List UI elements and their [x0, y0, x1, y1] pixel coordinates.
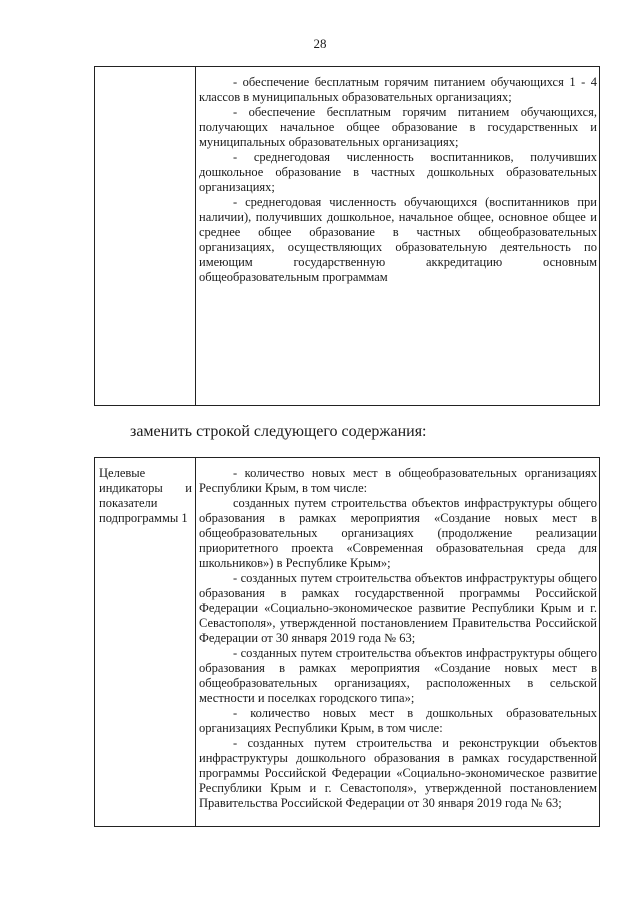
indicator-paragraph: - среднегодовая численность обучающихся (воспитанников при наличии), получивших дошкольное, начальное общее, основное общее и среднее общее образование в частных общеобразовательных организациях, осуществляющих образовательную деятельность по имеющим государственную аккредитацию основным общеобразовательным программам: [199, 195, 597, 284]
indicator-paragraph: созданных путем строительства объектов инфраструктуры общего образования в рамках мероприятия «Создание новых мест в общеобразовательных организациях (продолжение реализации приоритетного проекта «Современная образовательная среда для школьников») в Республике Крым»;: [199, 496, 597, 570]
indicator-paragraph: - количество новых мест в дошкольных образовательных организациях Республики Крым, в том числе:: [199, 706, 597, 735]
indicator-paragraph: - созданных путем строительства объектов инфраструктуры общего образования в рамках государственной программы Российской Федерации «Социально-экономическое развитие Республики Крым и г. Севастополя», утвержденной постановлением Правительства Российской Федерации от 30 января 2019 года № 63;: [199, 571, 597, 645]
table-right-cell: [199, 75, 597, 285]
subprogram-indicators-label: Целевые индикаторы и показатели подпрограммы 1: [99, 466, 192, 525]
indicator-paragraph: - обеспечение бесплатным горячим питанием обучающихся, получающих начальное общее образование в государственных и муниципальных образовательных организациях;: [199, 105, 597, 149]
column-divider: [195, 458, 196, 826]
indicator-paragraph: - созданных путем строительства объектов инфраструктуры общего образования в рамках мероприятия «Создание новых мест в общеобразовательных организациях, расположенных в сельской местности и поселках городского типа»;: [199, 646, 597, 705]
column-divider: [195, 67, 196, 405]
table-continuation: [94, 66, 600, 406]
replace-instruction: заменить строкой следующего содержания:: [130, 423, 427, 440]
indicator-paragraph: - созданных путем строительства и реконструкции объектов инфраструктуры дошкольного образования в рамках государственной программы Российской Федерации «Социально-экономическое развитие Республики Крым и г. Севастополя», утвержденной постановлением Правительства Российской Федерации от 30 января 2019 года № 63;: [199, 736, 597, 810]
table-right-cell: [199, 466, 597, 811]
indicator-paragraph: - количество новых мест в общеобразовательных организациях Республики Крым, в том числе:: [199, 466, 597, 495]
indicator-paragraph: - среднегодовая численность воспитанников, получивших дошкольное образование в частных дошкольных образовательных организациях;: [199, 150, 597, 194]
table-replacement: [94, 457, 600, 827]
indicator-paragraph: - обеспечение бесплатным горячим питанием обучающихся 1 - 4 классов в муниципальных образовательных организациях;: [199, 75, 597, 104]
page-number: 28: [313, 36, 327, 51]
